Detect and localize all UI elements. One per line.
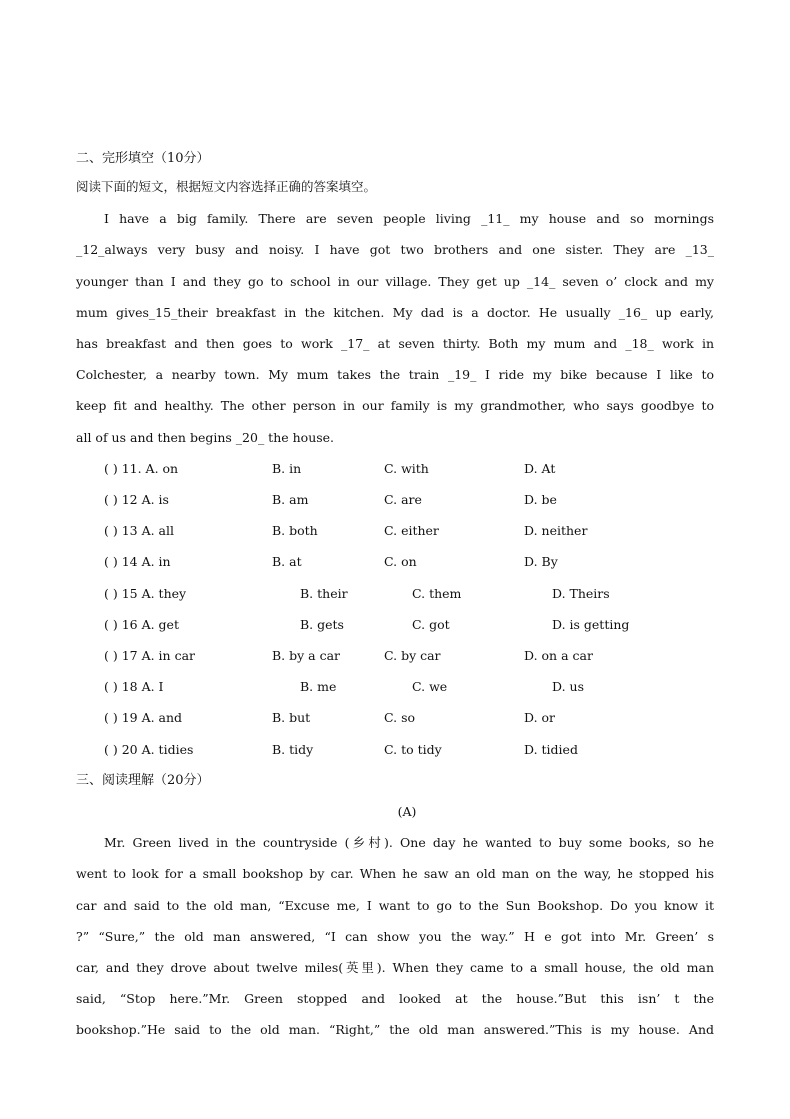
cloze-section-title: 二、完形填空（10分） xyxy=(76,151,210,166)
passage-line: car, and they drove about twelve miles(英里). When they came to a small house, the old man xyxy=(76,960,714,975)
question-option-a: ( ) 16 A. get xyxy=(104,617,179,632)
question-option-c: C. so xyxy=(384,710,416,725)
passage-line: younger than I and they go to school in our village. They get up _14_ seven o’ clock and my xyxy=(76,274,714,289)
question-option-d: D. tidied xyxy=(524,742,578,757)
question-option-a: ( ) 13 A. all xyxy=(104,523,175,538)
passage-line: said, “Stop here.”Mr. Green stopped and looked at the house.”But this isn’ t the xyxy=(76,991,714,1006)
question-option-d: D. us xyxy=(552,679,584,694)
question-option-a: ( ) 15 A. they xyxy=(104,586,187,601)
question-option-a: ( ) 14 A. in xyxy=(104,554,171,569)
reading-part-label: (A) xyxy=(397,804,417,819)
passage-line: keep fit and healthy. The other person in our family is my grandmother, who says goodbye to xyxy=(76,398,714,413)
question-option-c: C. we xyxy=(412,679,448,694)
passage-line: Mr. Green lived in the countryside (乡村). One day he wanted to buy some books, so he xyxy=(104,835,714,850)
question-option-c: C. got xyxy=(412,617,450,632)
passage-line: car and said to the old man, “Excuse me, I want to go to the Sun Bookshop. Do you know it xyxy=(76,898,714,913)
question-option-d: D. on a car xyxy=(524,648,593,663)
question-option-d: D. is getting xyxy=(552,617,630,632)
question-option-d: D. neither xyxy=(524,523,588,538)
passage-line: _12_always very busy and noisy. I have got two brothers and one sister. They are _13_ xyxy=(76,242,714,257)
passage-line: mum gives_15_their breakfast in the kitchen. My dad is a doctor. He usually _16_ up early, xyxy=(76,305,714,320)
question-option-a: ( ) 20 A. tidies xyxy=(104,742,194,757)
question-option-b: B. at xyxy=(272,554,302,569)
question-option-b: B. both xyxy=(272,523,318,538)
question-option-d: D. be xyxy=(524,492,557,507)
question-option-b: B. tidy xyxy=(272,742,314,757)
question-option-b: B. am xyxy=(272,492,309,507)
passage-line: Colchester, a nearby town. My mum takes the train _19_ I ride my bike because I like to xyxy=(76,367,714,382)
question-option-c: C. either xyxy=(384,523,439,538)
reading-section-title: 三、阅读理解（20分） xyxy=(76,773,210,788)
question-option-b: B. in xyxy=(272,461,302,476)
passage-line: ?” “Sure,” the old man answered, “I can show you the way.” H e got into Mr. Green’ s xyxy=(76,929,714,944)
question-option-a: ( ) 11. A. on xyxy=(104,461,179,476)
question-option-c: C. with xyxy=(384,461,429,476)
question-option-d: D. Theirs xyxy=(552,586,610,601)
question-option-c: C. them xyxy=(412,586,462,601)
question-option-c: C. to tidy xyxy=(384,742,442,757)
passage-line: I have a big family. There are seven people living _11_ my house and so mornings xyxy=(104,211,714,226)
cloze-instruction: 阅读下面的短文，根据短文内容选择正确的答案填空。 xyxy=(76,179,377,194)
passage-line: went to look for a small bookshop by car. When he saw an old man on the way, he stopped his xyxy=(76,866,714,881)
question-option-a: ( ) 19 A. and xyxy=(104,710,183,725)
question-option-b: B. me xyxy=(300,679,337,694)
question-option-c: C. on xyxy=(384,554,417,569)
question-option-a: ( ) 18 A. I xyxy=(104,679,164,694)
question-option-d: D. By xyxy=(524,554,558,569)
question-option-a: ( ) 17 A. in car xyxy=(104,648,196,663)
question-option-b: B. but xyxy=(272,710,311,725)
question-option-c: C. by car xyxy=(384,648,441,663)
question-option-b: B. their xyxy=(300,586,348,601)
passage-line: bookshop.”He said to the old man. “Right,” the old man answered.”This is my house. And xyxy=(76,1022,714,1037)
question-option-d: D. At xyxy=(524,461,556,476)
passage-line: has breakfast and then goes to work _17_ at seven thirty. Both my mum and _18_ work in xyxy=(76,336,714,351)
passage-line: all of us and then begins _20_ the house. xyxy=(76,430,335,445)
question-option-c: C. are xyxy=(384,492,422,507)
question-option-b: B. gets xyxy=(300,617,344,632)
question-option-d: D. or xyxy=(524,710,556,725)
question-option-b: B. by a car xyxy=(272,648,341,663)
question-option-a: ( ) 12 A. is xyxy=(104,492,169,507)
